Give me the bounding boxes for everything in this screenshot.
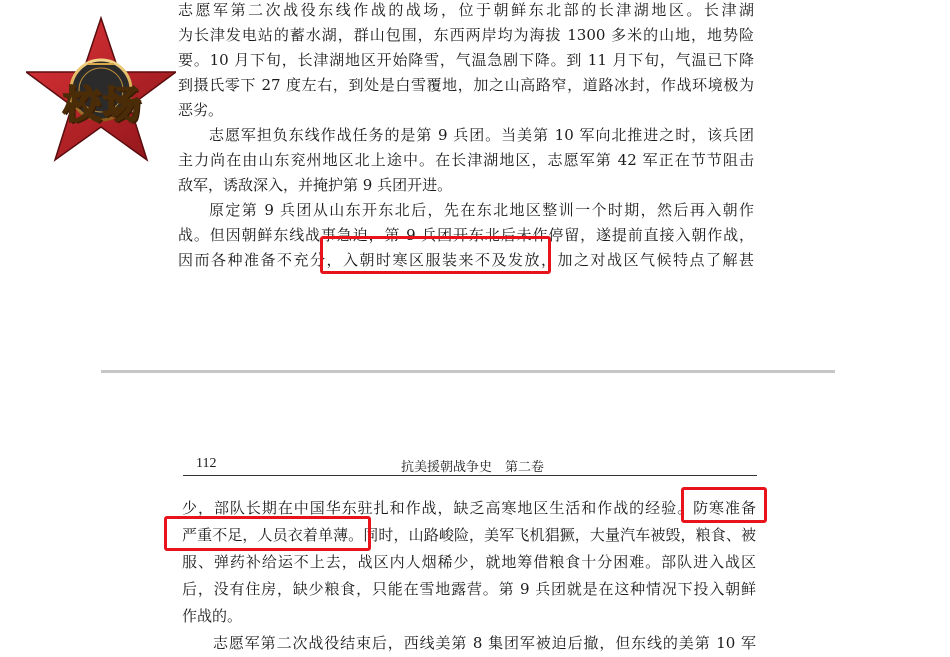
highlight-box xyxy=(320,236,551,274)
text-fragment: 少，部队长期在中国华东驻扎和作战，缺乏高寒地区生活和作战的经验。 xyxy=(182,499,694,517)
logo xyxy=(26,16,176,162)
text-line: 作战的。 xyxy=(182,607,243,625)
text-line: 后，没有住房，缺少粮食，只能在雪地露营。第 9 兵团就是在这种情况下投入朝鲜 xyxy=(182,580,756,598)
text-line: 要。10 月下旬，长津湖地区开始降雪，气温急剧下降。到 11 月下旬，气温已下降 xyxy=(178,51,754,69)
page-number: 112 xyxy=(196,456,217,471)
upper-page-text xyxy=(178,0,754,273)
highlighted-text: ，入朝时寒区服装来不及发放， xyxy=(326,251,558,269)
text-fragment: 加之对战区气候特点了解甚 xyxy=(557,251,754,269)
text-line: 敌军，诱敌深入，并掩护第 9 兵团开进。 xyxy=(178,176,453,194)
text-line: 原定第 9 兵团从山东开东北后，先在东北地区整训一个时期，然后再入朝作 xyxy=(209,201,754,219)
text-line: 志愿军第二次战役结束后，西线美第 8 集团军被迫后撤，但东线的美第 10 军 xyxy=(213,634,756,652)
text-line: 战。但因朝鲜东线战事急迫，第 9 兵团开东北后未作停留，遂提前直接入朝作战， xyxy=(178,226,754,244)
highlight-box xyxy=(164,516,371,551)
text-line: 志愿军第二次战役东线作战的战场，位于朝鲜东北部的长津湖地区。长津湖 xyxy=(178,1,754,19)
text-line: 服、弹药补给运不上去，战区内人烟稀少，就地筹借粮食十分困难。部队进入战区 xyxy=(182,553,756,571)
text-line: 主力尚在由山东兖州地区北上途中。在长津湖地区，志愿军第 42 军正在节节阻击 xyxy=(178,151,754,169)
highlight-box xyxy=(681,487,767,523)
highlighted-text: 严重不足，人员衣着单薄。 xyxy=(182,526,364,544)
text-line: 到摄氏零下 27 度左右，到处是白雪覆地，加之山高路窄，道路冰封，作战环境极为 xyxy=(178,76,754,94)
running-head xyxy=(183,455,757,476)
text-line: 恶劣。 xyxy=(178,101,224,119)
book-title: 抗美援朝战争史 第二卷 xyxy=(401,460,545,475)
text-line: 为长津发电站的蓄水湖，群山包围，东西两岸均为海拔 1300 多米的山地，地势险 xyxy=(178,26,754,44)
logo-text: 校场 xyxy=(62,83,143,127)
text-fragment: 因而各种准备不充分 xyxy=(178,251,327,269)
highlighted-text: 防寒准备 xyxy=(693,499,756,517)
text-line: 志愿军担负东线作战任务的是第 9 兵团。当美第 10 军向北推进之时，该兵团 xyxy=(209,126,754,144)
text-fragment: 同时，山路峻险，美军飞机猖獗，大量汽车被毁，粮食、被 xyxy=(363,526,756,544)
